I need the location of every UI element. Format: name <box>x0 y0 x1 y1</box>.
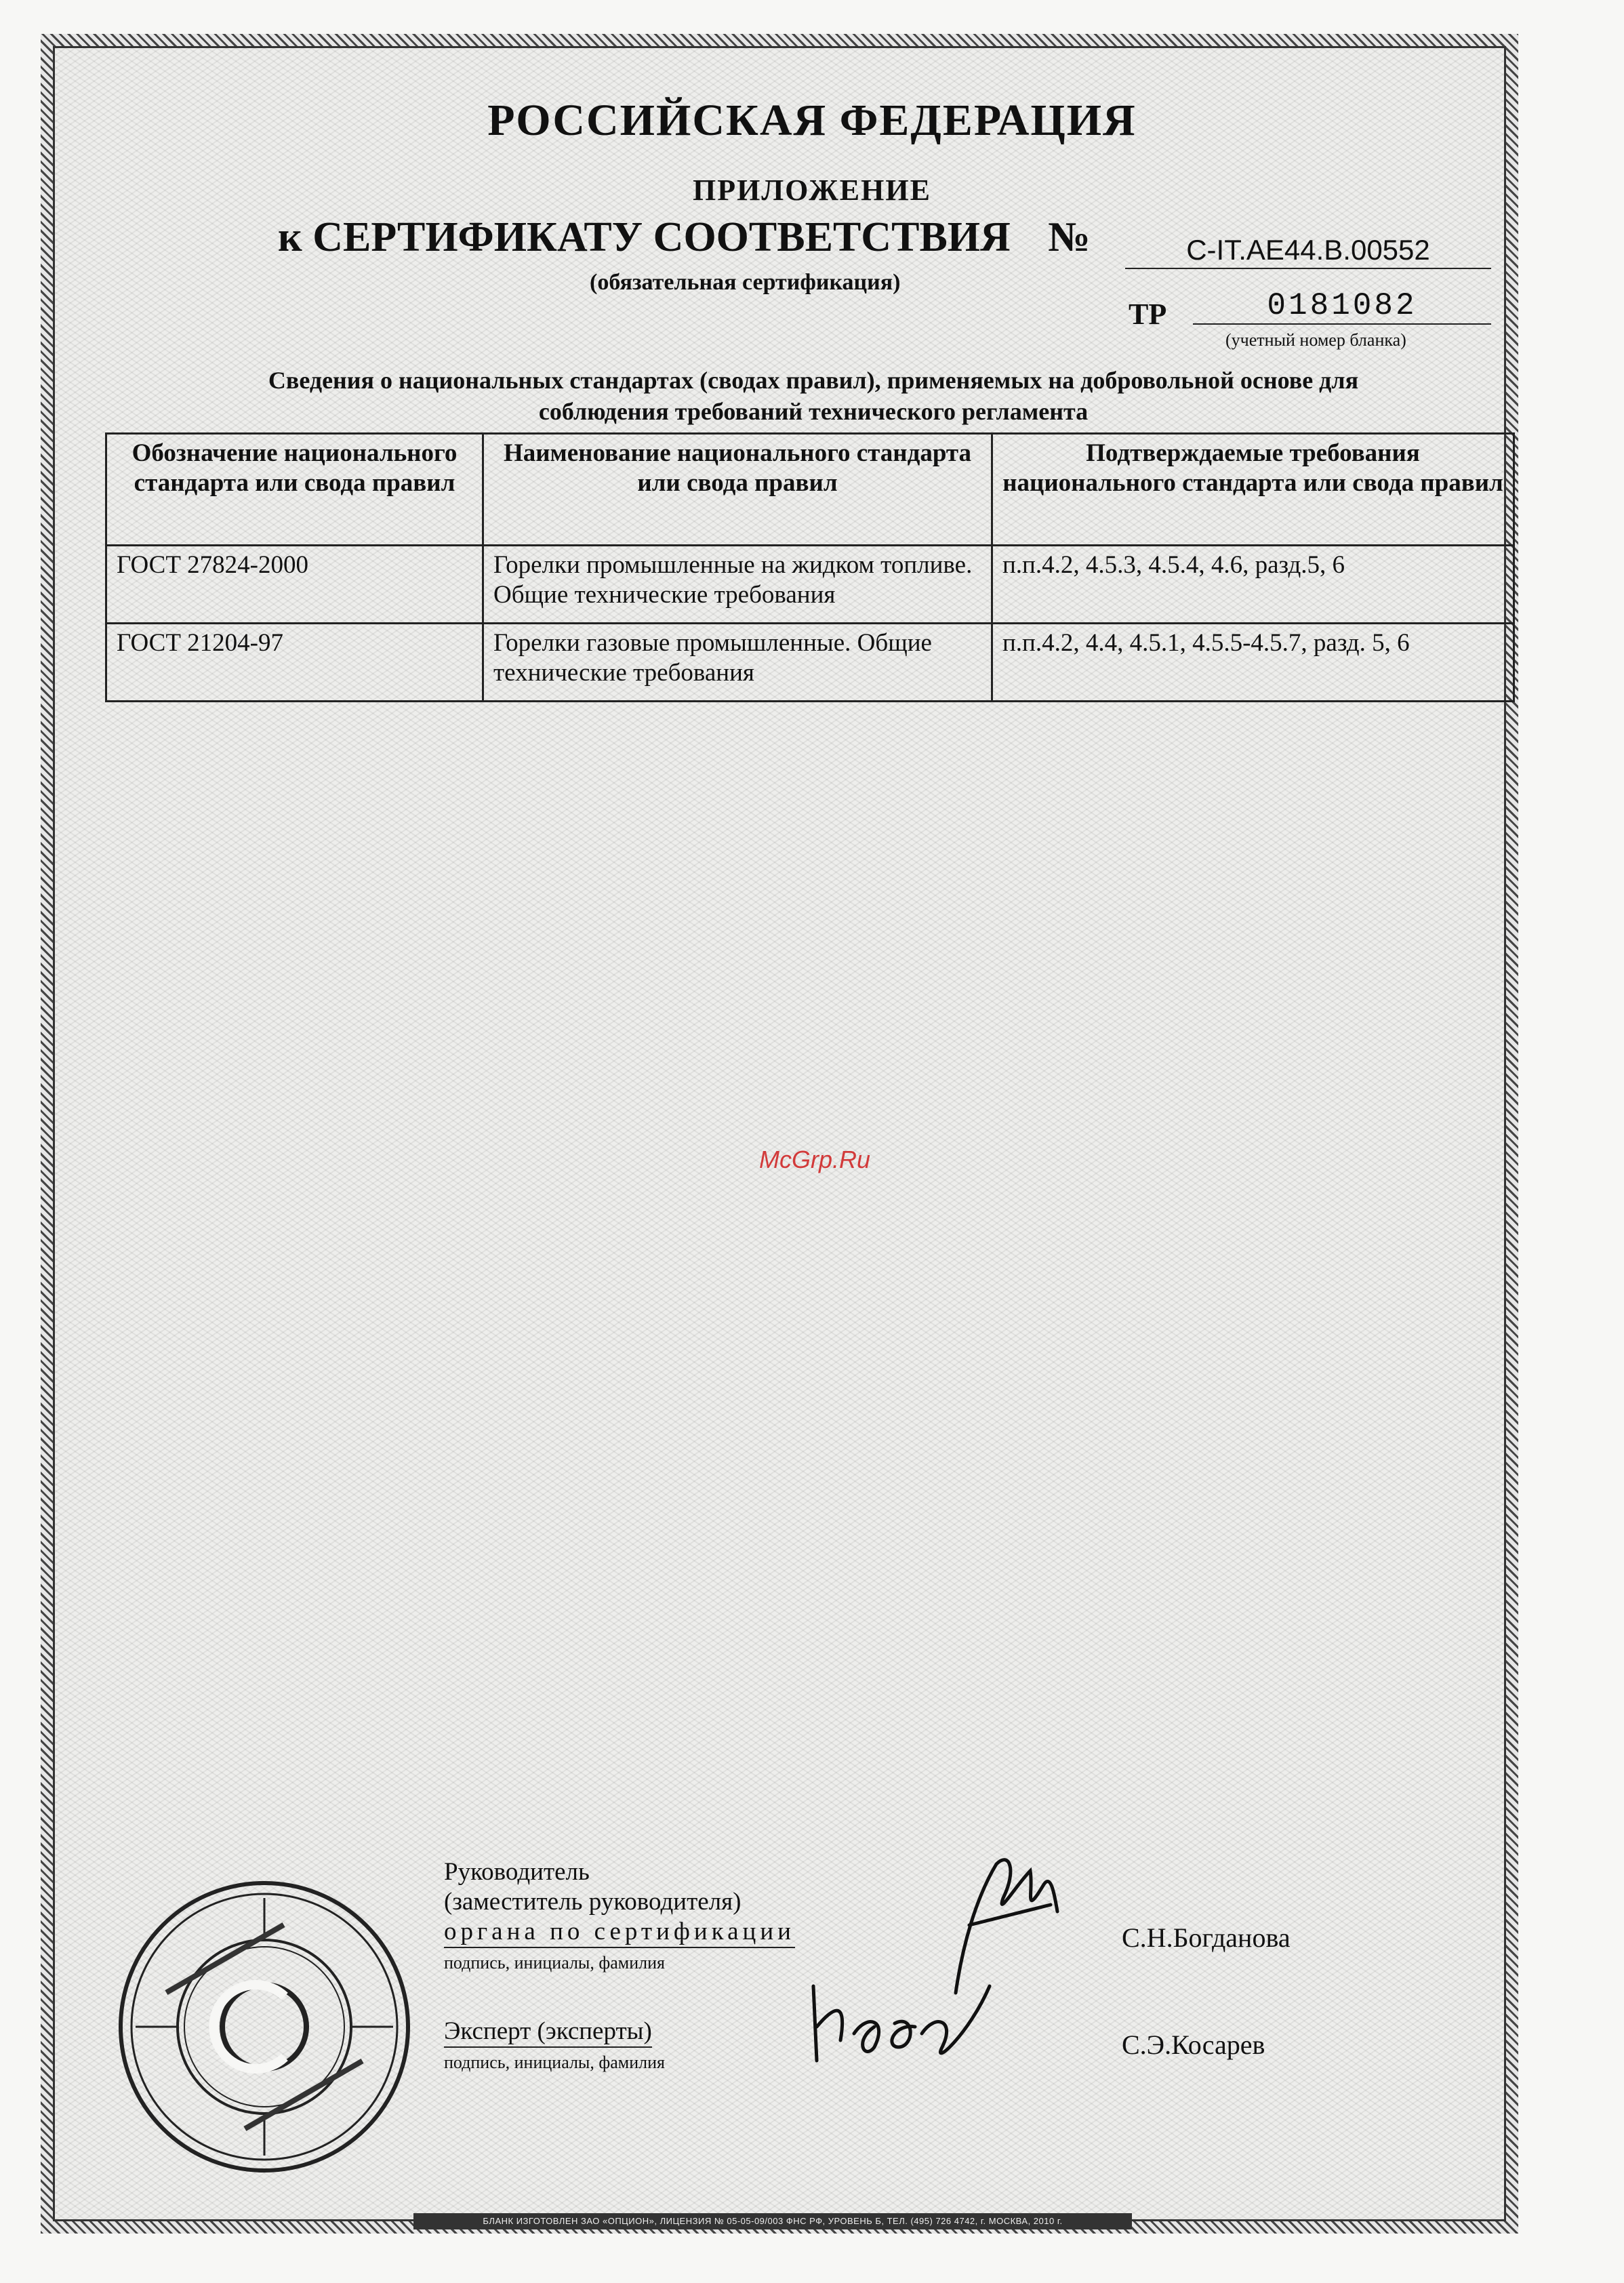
table-row <box>106 546 1514 624</box>
head-signature-caption: подпись, инициалы, фамилия <box>444 1953 666 1973</box>
blank-footer: БЛАНК ИЗГОТОВЛЕН ЗАО «ОПЦИОН», ЛИЦЕНЗИЯ № 05-05-09/003 ФНС РФ, УРОВЕНЬ Б, ТЕЛ. (495) 726 4742, г. МОСКВА, 2010 г. <box>413 2213 1132 2229</box>
expert-signature-caption: подпись, инициалы, фамилия <box>444 2053 666 2072</box>
expert-label: Эксперт (эксперты) <box>444 2017 652 2048</box>
certificate-title <box>278 214 1091 262</box>
tr-label: ТР <box>1129 298 1167 331</box>
head-title-line3: органа по сертификации <box>444 1917 795 1948</box>
standard-requirements: п.п.4.2, 4.4, 4.5.1, 4.5.5-4.5.7, разд. 5, 6 <box>992 624 1514 702</box>
expert-signature <box>800 1959 1003 2074</box>
certificate-title-text: к СЕРТИФИКАТУ СООТВЕТСТВИЯ <box>278 214 1011 260</box>
watermark-text: McGrp.Ru <box>759 1146 871 1173</box>
head-name: С.Н.Богданова <box>1122 1922 1291 1953</box>
intro-text: Сведения о национальных стандартах (сводах правил), применяемых на добровольной основе для соблюдения требований технического регламента <box>268 367 1359 425</box>
official-stamp <box>115 1878 413 2176</box>
standards-table <box>105 432 1515 702</box>
head-signature-block <box>444 1857 795 1978</box>
federation-heading: РОССИЙСКАЯ ФЕДЕРАЦИЯ <box>487 96 1137 145</box>
header-requirements: Подтверждаемые требования национального стандарта или свода правил <box>992 434 1514 546</box>
standard-name: Горелки газовые промышленные. Общие технические требования <box>483 624 992 702</box>
blank-number-caption: (учетный номер бланка) <box>1225 330 1406 350</box>
head-title-line1: Руководитель <box>444 1858 590 1886</box>
mandatory-note: (обязательная сертификация) <box>590 270 901 295</box>
annex-heading: ПРИЛОЖЕНИЕ <box>693 174 931 207</box>
standard-code: ГОСТ 27824-2000 <box>106 546 483 624</box>
standard-name: Горелки промышленные на жидком топливе. Общие технические требования <box>483 546 992 624</box>
header-designation: Обозначение национального стандарта или свода правил <box>106 434 483 546</box>
expert-name: С.Э.Косарев <box>1122 2029 1265 2060</box>
head-title-line2: (заместитель руководителя) <box>444 1888 742 1916</box>
certificate-number: C-IT.AE44.B.00552 <box>1125 234 1491 269</box>
header-name: Наименование национального стандарта или свода правил <box>483 434 992 546</box>
table-header-row <box>106 434 1514 546</box>
table-row <box>106 624 1514 702</box>
number-sign: № <box>1048 214 1091 260</box>
standard-requirements: п.п.4.2, 4.5.3, 4.5.4, 4.6, разд.5, 6 <box>992 546 1514 624</box>
expert-signature-block <box>444 2017 665 2078</box>
standard-code: ГОСТ 21204-97 <box>106 624 483 702</box>
blank-number: 0181082 <box>1193 288 1491 325</box>
